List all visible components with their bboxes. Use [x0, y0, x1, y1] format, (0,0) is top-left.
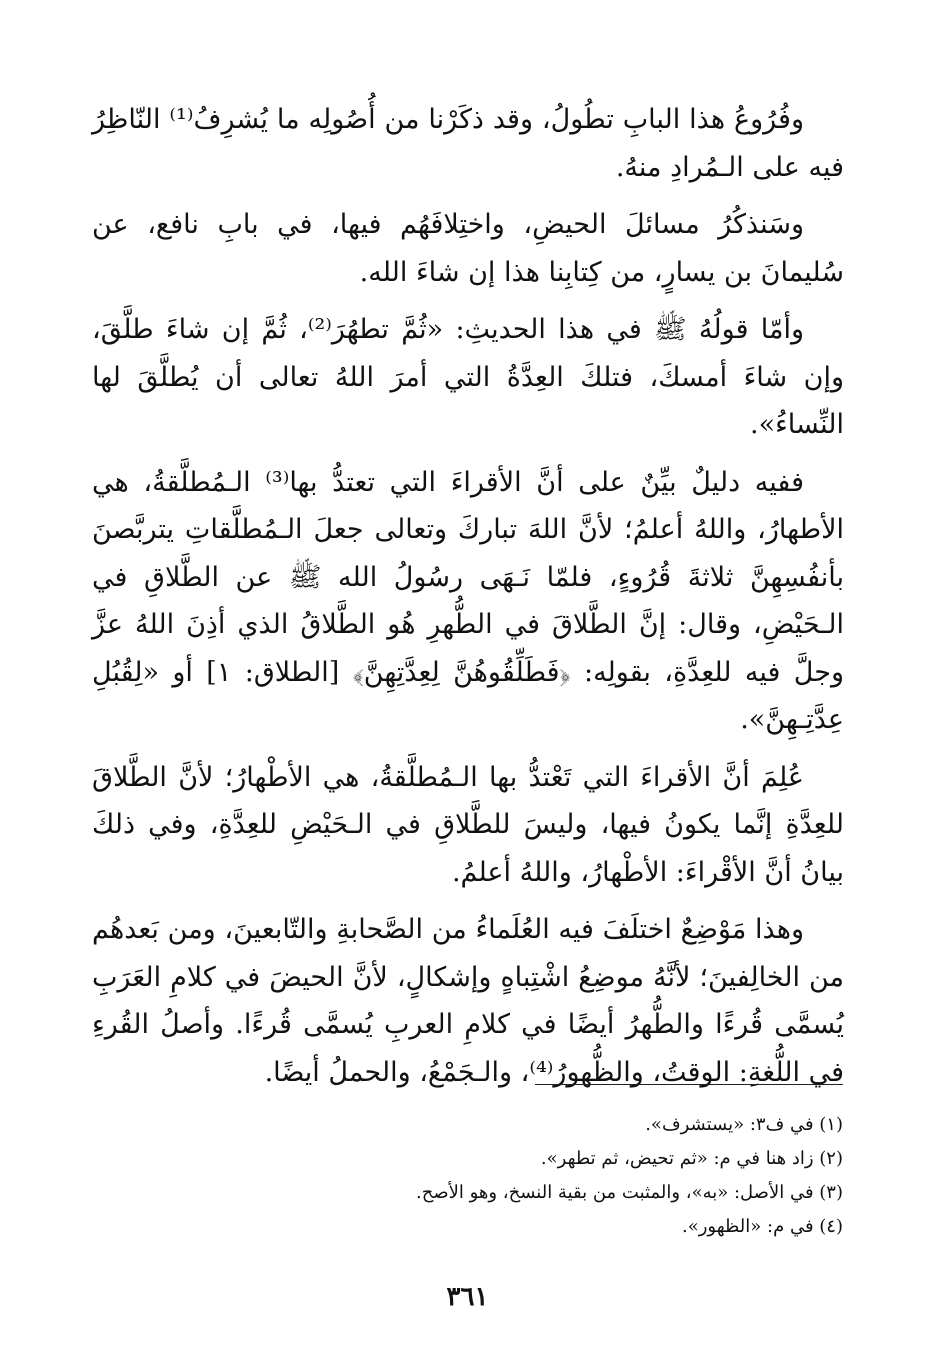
page-body	[92, 96, 844, 1106]
footnote-divider	[535, 1084, 843, 1085]
paragraph-5: عُلِمَ أنَّ الأقراءَ التي تَعْتدُّ بها الـمُطلَّقةُ، هي الأطْهارُ؛ لأنَّ الطَّلاقَ للعِدَّةِ إنَّما يكونُ فيها، وليسَ للطَّلاقِ في الـحَيْضِ للعِدَّةِ، وفي ذلكَ بيانُ أنَّ الأقْراءَ: الأطْهارُ، واللهُ أعلمُ.	[92, 761, 844, 888]
paragraph-4: ففيه دليلٌ بيِّنٌ على أنَّ الأقراءَ التي تعتدُّ بها⁽³⁾ الـمُطلَّقةُ، هي الأطهارُ، واللهُ أعلمُ؛ لأنَّ اللهَ تباركَ وتعالى جعلَ الـمُطلَّقاتِ يتربَّصنَ بأنفُسِهِنَّ ثلاثةَ قُرُوءٍ، فلمّا نَـهَى رسُولُ الله ﷺ عن الطَّلاقِ في الـحَيْضِ، وقال: إنَّ الطَّلاقَ في الطُّهرِ هُو الطَّلاقُ الذي أذِنَ اللهُ عزَّ وجلَّ فيه للعِدَّةِ، بقولِه: ﴿فَطَلِّقُوهُنَّ لِعِدَّتِهِنَّ﴾ [الطلاق: ١] أو «لِقُبُلِ عِدَّتِـهِنَّ».	[92, 466, 844, 735]
paragraph-6: وهذا مَوْضِعٌ اختلَفَ فيه العُلَماءُ من الصَّحابةِ والتّابعينَ، ومن بَعدهُم من الخالِفينَ؛ لأنَّهُ موضِعُ اشْتِباهٍ وإشكالٍ، لأنَّ الحيضَ في كلامِ العَرَبِ يُسمَّى قُرءًا والطُّهرُ أيضًا في كلامِ العربِ يُسمَّى قُرءًا. وأصلُ القُرءِ في اللُّغةِ: الوقتُ، والظُّهورُ⁽⁴⁾، والـجَمْعُ، والحملُ أيضًا.	[92, 914, 844, 1088]
footnotes	[91, 1108, 843, 1244]
footnote-1: (١) في ف٣: «يستشرف».	[645, 1114, 843, 1135]
page-number: ٣٦١	[446, 1282, 489, 1312]
paragraph-3: وأمّا قولُهُ ﷺ في هذا الحديثِ: «ثُمَّ تطهُرَ⁽²⁾، ثُمَّ إن شاءَ طلَّقَ، وإن شاءَ أمسكَ، فتلكَ العِدَّةُ التي أمرَ اللهُ تعالى أن يُطلَّقَ لها النِّساءُ».	[92, 314, 844, 440]
footnote-3: (٣) في الأصل: «به»، والمثبت من بقية النسخ، وهو الأصح.	[415, 1182, 843, 1203]
paragraph-1: وفُرُوعُ هذا البابِ تطُولُ، وقد ذكَرْنا من أُصُولِه ما يُشرِفُ⁽¹⁾ النّاظِرُ فيه على الـمُرادِ منهُ.	[92, 104, 844, 183]
paragraph-2: وسَنذكُرُ مسائلَ الحيضِ، واختِلافَهُم فيها، في بابِ نافع، عن سُليمانَ بن يسارٍ، من كِتابِنا هذا إن شاءَ الله.	[92, 209, 844, 288]
footnote-2: (٢) زاد هنا في م: «ثم تحيض، ثم تطهر».	[540, 1148, 843, 1169]
footnote-4: (٤) في م: «الظهور».	[682, 1216, 843, 1237]
main-text	[92, 96, 844, 1096]
